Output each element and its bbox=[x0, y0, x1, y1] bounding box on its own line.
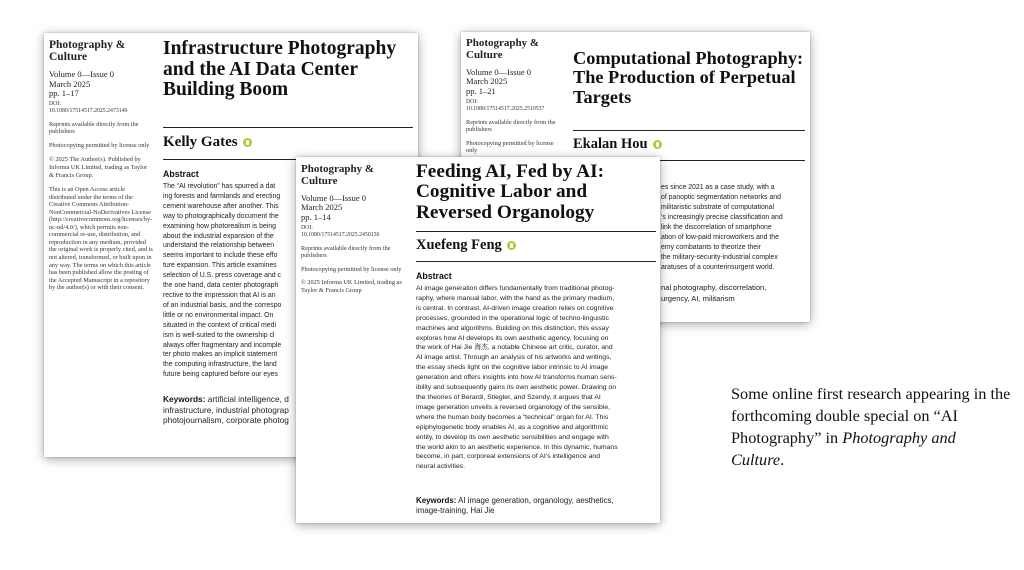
text-line: of an industrial basis, and the correspo bbox=[163, 301, 282, 309]
keywords-label: Keywords: bbox=[416, 496, 457, 505]
text-line: link the discorrelation of smartphone bbox=[661, 224, 772, 231]
text-line: selection of U.S. press coverage and c bbox=[163, 272, 281, 280]
doi-block bbox=[301, 225, 405, 239]
text-line: ing forests and farmlands and erecting bbox=[163, 192, 281, 200]
text-line: ation of low-paid microworkers and the bbox=[661, 234, 779, 241]
journal-name: Photography & Culture bbox=[466, 37, 540, 61]
author-name: Kelly Gates bbox=[163, 134, 238, 150]
text-line: raphy, where manual labor, with the hand as the primary medium, bbox=[416, 294, 615, 302]
journal-name: Photography & Culture bbox=[301, 163, 375, 187]
text-line: ture expansion. This article examines bbox=[163, 262, 277, 270]
orcid-icon bbox=[243, 138, 252, 147]
doi-value: 10.1080/17514517.2025.2510537 bbox=[466, 105, 545, 112]
doi-value: 10.1080/17514517.2025.2473149 bbox=[49, 107, 128, 114]
reprints-note: Reprints available directly from the publishers bbox=[301, 244, 391, 260]
photocopy-note: Photocopying permitted by license only bbox=[466, 139, 554, 155]
caption-journal: Photography and Culture bbox=[731, 428, 956, 469]
orcid-icon bbox=[653, 140, 662, 149]
caption-text: Some online first research appearing in the forthcoming double special on “AI Photography” in bbox=[731, 384, 1011, 447]
text-line: The “AI revolution” has spurred a dat bbox=[163, 183, 276, 190]
photocopy-note: Photocopying permitted by license only bbox=[49, 141, 150, 149]
text-line: AI image generation differs fundamentally from traditional photog- bbox=[416, 285, 615, 292]
text-line: the computing infrastructure, the land bbox=[163, 361, 277, 369]
volume: Volume 0—Issue 0 bbox=[301, 192, 367, 203]
text-line: nal photography, discorrelation, bbox=[661, 283, 767, 292]
author-name: Xuefeng Feng bbox=[416, 237, 502, 253]
keywords bbox=[661, 283, 806, 304]
keywords-line: artificial intelligence, d bbox=[207, 394, 289, 404]
text-line: way to photographically document the bbox=[163, 212, 279, 220]
doi-label: DOI: bbox=[49, 100, 61, 107]
issue-info bbox=[301, 194, 405, 223]
date: March 2025 bbox=[466, 76, 508, 87]
author-line bbox=[416, 237, 516, 254]
text-line: processes, grounded in the operational logic of techno-linguistic bbox=[416, 314, 609, 322]
text-line: the world akin to an aesthetic experience. In this dynamic, humans bbox=[416, 443, 618, 451]
text-line: image generation unveils a reversed organology of the sensible, bbox=[416, 403, 611, 411]
journal-name: Photography & Culture bbox=[49, 39, 126, 64]
text-line: about the industrial expansion of the bbox=[163, 232, 274, 240]
text-line: is central. In contrast, AI-driven image creation relies on cognitive bbox=[416, 304, 614, 312]
abstract-body bbox=[163, 182, 303, 380]
text-line: the one hand, data center photograph bbox=[163, 282, 279, 290]
text-line: AI image artist. Through an analysis of his artworks and writings, bbox=[416, 354, 612, 362]
doi-label: DOI: bbox=[301, 224, 313, 231]
text-line: seems important to include these effo bbox=[163, 252, 278, 260]
text-line: of panoptic segmentation networks and bbox=[661, 194, 781, 201]
text-line: future being captured before our eyes bbox=[163, 371, 278, 379]
caption bbox=[731, 383, 1011, 471]
keywords-line: infrastructure, industrial photograp bbox=[163, 404, 289, 415]
paper-title: Infrastructure Photography and the AI Data Center Building Boom bbox=[163, 38, 397, 101]
text-line: cement warehouse after another. This bbox=[163, 202, 279, 210]
title-rule bbox=[163, 127, 413, 128]
paper-sidebar bbox=[301, 164, 405, 294]
title-rule bbox=[416, 231, 656, 232]
text-line: machines and algorithms. Building on this distinction, this essay bbox=[416, 324, 609, 332]
text-line: ibility and subsequently gains its own aesthetic power. Drawing on bbox=[416, 384, 617, 392]
text-line: become, in part, corporeal extensions of AI’s intelligence and bbox=[416, 453, 601, 461]
keywords-line: image-training, Hai Jie bbox=[416, 506, 495, 516]
caption-end: . bbox=[780, 450, 785, 469]
author-rule bbox=[416, 261, 656, 262]
keywords-line: photojournalism, corporate photog bbox=[163, 415, 289, 425]
pages: pp. 1–21 bbox=[466, 86, 496, 97]
text-line: ter photo makes an implicit statement bbox=[163, 351, 278, 359]
volume: Volume 0—Issue 0 bbox=[49, 68, 115, 79]
issue-info bbox=[466, 68, 564, 97]
doi-block bbox=[466, 99, 564, 113]
text-line: aratuses of a counterinsurgent world. bbox=[661, 264, 775, 271]
keywords-label: Keywords: bbox=[163, 394, 206, 404]
text-line: militaristic substrate of computational bbox=[661, 204, 774, 211]
text-line: epiphylogenetic body enables AI, as a cognitive and algorithmic bbox=[416, 423, 609, 431]
volume: Volume 0—Issue 0 bbox=[466, 66, 532, 77]
paper-sidebar bbox=[49, 39, 153, 292]
reprints-note: Reprints available directly from the publishers bbox=[49, 120, 139, 136]
text-line: entity, to develop its own aesthetic sensibilities and engage with bbox=[416, 433, 609, 441]
paper-sidebar bbox=[466, 38, 564, 155]
reprints-note: Reprints available directly from the publishers bbox=[466, 118, 556, 134]
doi-label: DOI: bbox=[466, 98, 478, 105]
pages: pp. 1–17 bbox=[49, 88, 79, 99]
text-line: situated in the context of critical medi bbox=[163, 321, 276, 329]
abstract-body bbox=[416, 284, 656, 472]
text-line: understand the relationship between bbox=[163, 242, 275, 250]
text-line: the work of Hai Jie 海杰, a notable Chinese art critic, curator, and bbox=[416, 344, 613, 352]
author-line bbox=[163, 134, 252, 151]
text-line: examining how photorealism is being bbox=[163, 222, 276, 230]
abstract-heading: Abstract bbox=[163, 169, 199, 179]
abstract-body bbox=[661, 183, 806, 273]
text-line: where the human body becomes a “technical” organ for AI. This bbox=[416, 413, 609, 421]
text-line: the essay sheds light on the cognitive labor intrinsic to AI image bbox=[416, 364, 609, 372]
text-line: ’s increasingly precise classification and bbox=[661, 214, 783, 221]
copyright-note: © 2025 The Author(s). Published by Informa UK Limited, trading as Taylor & Francis Group. bbox=[49, 156, 148, 179]
author-line bbox=[573, 136, 662, 153]
keywords bbox=[416, 496, 656, 517]
text-line: ism is well-suited to the ownership cl bbox=[163, 331, 275, 339]
keywords-line: AI image generation, organology, aesthetics, bbox=[458, 496, 614, 505]
text-line: urgency, AI, militarism bbox=[661, 293, 735, 303]
text-line: the theories of Berardi, Stiegler, and Szendy, it argues that AI bbox=[416, 393, 601, 401]
date: March 2025 bbox=[301, 202, 343, 213]
issue-info bbox=[49, 70, 153, 99]
copyright-note: © 2025 Informa UK Limited, trading as Taylor & Francis Group bbox=[301, 279, 402, 294]
paper-feeding-ai bbox=[296, 157, 660, 523]
title-rule bbox=[573, 130, 805, 131]
text-line: always offer fragmentary and incomple bbox=[163, 341, 282, 349]
text-line: es since 2021 as a case study, with a bbox=[661, 184, 775, 191]
abstract-heading: Abstract bbox=[416, 271, 452, 281]
paper-title: Computational Photography: The Production of Perpetual Targets bbox=[573, 48, 804, 107]
text-line: the military-security-industrial complex bbox=[661, 254, 778, 261]
text-line: generation and offers insights into how AI transforms human sens- bbox=[416, 374, 617, 382]
orcid-icon bbox=[507, 241, 516, 250]
text-line: emy combatants to theorize their bbox=[661, 244, 761, 251]
text-line: little or no environmental impact. On bbox=[163, 311, 274, 319]
photocopy-note: Photocopying permitted by license only bbox=[301, 265, 402, 273]
text-line: neural activities. bbox=[416, 463, 466, 471]
doi-block bbox=[49, 101, 153, 115]
paper-title: Feeding AI, Fed by AI: Cognitive Labor and Reversed Organology bbox=[416, 161, 605, 223]
doi-value: 10.1080/17514517.2025.2450136 bbox=[301, 231, 380, 238]
text-line: rective to the impression that AI is an bbox=[163, 291, 276, 299]
author-name: Ekalan Hou bbox=[573, 136, 648, 152]
text-line: explores how AI develops its own aesthetic agency, focusing on bbox=[416, 334, 609, 342]
license-note: This is an Open Access article distributed under the terms of the Creative Commons Attribution-NonCommercial-NoDerivatives License (http://creativecommons.org/licenses/by-nc-nd/4.0/), which permits non-commercial re-use, distribution, and reproduction in any medium, provided the original work is properly cited, and is not altered, transformed, or built upon in any way. The terms on which this article has been published allow the posting of the Accepted Manuscript in a repository by the author(s) or with their consent. bbox=[49, 186, 153, 292]
date: March 2025 bbox=[49, 78, 91, 89]
pages: pp. 1–14 bbox=[301, 212, 331, 223]
